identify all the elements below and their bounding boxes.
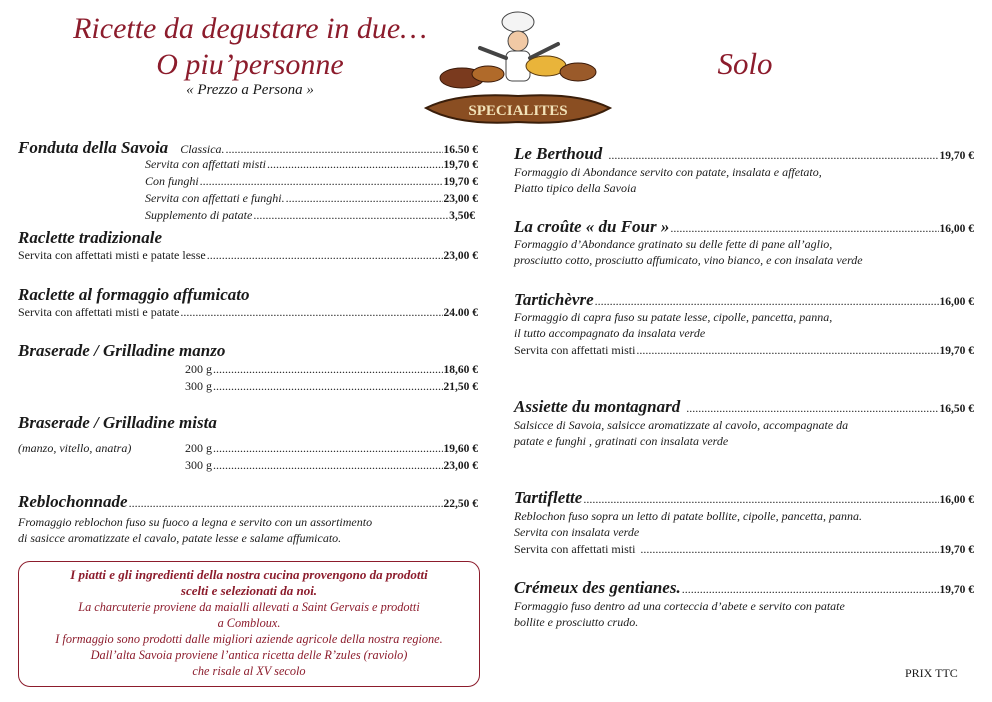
berthoud-desc-2: Piatto tipico della Savoia bbox=[514, 181, 637, 195]
berthoud-desc-1: Formaggio di Abondance servito con patate, insalata e affetato, bbox=[514, 165, 822, 179]
cremeux-line: Crémeux des gentianes. ..... 19,70 € bbox=[514, 578, 974, 598]
braserade-mista-note: (manzo, vitello, anatra) bbox=[18, 441, 132, 455]
title-line-2: O piu’personne bbox=[156, 48, 344, 81]
raclette-trad-line: Servita con affettati misti e patate lesse ..... 23,00 € bbox=[18, 248, 478, 263]
berthoud-title: Le Berthoud bbox=[514, 144, 603, 163]
fonduta-option-4: Supplemento di patate ..... 3,50€ bbox=[145, 208, 475, 223]
note-line-6: Dall’alta Savoia proviene l’antica ricetta delle R’zules (raviolo) bbox=[90, 648, 408, 662]
prix-ttc-label: PRIX TTC bbox=[905, 666, 958, 680]
braserade-mista-300: 300 g ..... 23,00 € bbox=[185, 458, 478, 473]
solo-heading: Solo bbox=[717, 46, 773, 81]
tartiflette-title: Tartiflette bbox=[514, 488, 583, 507]
braserade-manzo-title: Braserade / Grilladine manzo bbox=[18, 341, 226, 360]
tartiflette-extra: Servita con affettati misti ..... 19,70 € bbox=[514, 542, 974, 557]
reblochonnade-desc-2: di sasicce aromatizzate el cavalo, patate lesse e salame affumicato. bbox=[18, 531, 342, 545]
croute-desc-1: Formaggio d’Abondance gratinato su delle fette di pane all’aglio, bbox=[514, 237, 833, 251]
tartiflette-line: Tartiflette ..... 16,00 € bbox=[514, 488, 974, 508]
tartichevre-line: Tartichèvre ..... 16,00 € bbox=[514, 290, 974, 310]
tartichevre-desc-1: Formaggio di capra fuso su patate lesse, cipolle, pancetta, panna, bbox=[514, 310, 833, 324]
cremeux-title: Crémeux des gentianes. bbox=[514, 578, 681, 597]
assiette-title: Assiette du montagnard bbox=[514, 397, 681, 416]
subtitle: « Prezzo a Persona » bbox=[186, 82, 314, 98]
reblochonnade-line: Reblochonnade ..... 22,50 € bbox=[18, 492, 478, 512]
note-line-5: I formaggio sono prodotti dalle migliori aziende agricole della nostra regione. bbox=[55, 632, 443, 646]
tartichevre-extra: Servita con affettati misti ..... 19,70 € bbox=[514, 343, 974, 358]
croute-title: La croûte « du Four » bbox=[514, 217, 670, 236]
reblochonnade-desc-1: Fromaggio reblochon fuso su fuoco a legna e servito con un assortimento bbox=[18, 515, 373, 529]
fonduta-variant: Classica. bbox=[180, 142, 225, 156]
assiette-desc-2: patate e funghi , gratinati con insalata verde bbox=[514, 434, 729, 448]
croute-desc-2: prosciutto cotto, prosciutto affumicato, vino bianco, e con insalata verde bbox=[514, 253, 863, 267]
assiette-line: Assiette du montagnard ..... 16,50 € bbox=[514, 397, 974, 417]
tartiflette-desc-1: Reblochon fuso sopra un letto di patate bollite, cipolle, pancetta, panna. bbox=[514, 509, 862, 523]
tartichevre-title: Tartichèvre bbox=[514, 290, 594, 309]
sourcing-note-box bbox=[18, 561, 480, 687]
raclette-aff-line: Servita con affettati misti e patate ..... 24.00 € bbox=[18, 305, 478, 320]
note-line-4: a Combloux. bbox=[217, 616, 281, 630]
raclette-trad-title: Raclette tradizionale bbox=[18, 228, 163, 247]
braserade-mista-title: Braserade / Grilladine mista bbox=[18, 413, 217, 432]
cremeux-desc-1: Formaggio fuso dentro ad una corteccia d’abete e servito con patate bbox=[514, 599, 845, 613]
berthoud-line: Le Berthoud ..... 19,70 € bbox=[514, 144, 974, 164]
braserade-manzo-200: 200 g ..... 18,60 € bbox=[185, 362, 478, 377]
chef-specialites-logo bbox=[418, 8, 618, 132]
reblochonnade-title: Reblochonnade bbox=[18, 492, 128, 511]
fonduta-price: 16.50 € bbox=[443, 144, 478, 156]
fonduta-title: Fonduta della Savoia bbox=[18, 138, 169, 157]
fonduta-line bbox=[18, 138, 478, 158]
note-line-7: che risale al XV secolo bbox=[192, 664, 306, 678]
cremeux-desc-2: bollite e prosciutto crudo. bbox=[514, 615, 639, 629]
raclette-aff-title: Raclette al formaggio affumicato bbox=[18, 285, 250, 304]
fonduta-option-1: Servita con affettati misti ..... 19,70 € bbox=[145, 157, 478, 172]
fonduta-option-3: Servita con affettati e funghi. ..... 23,00 € bbox=[145, 191, 478, 206]
title-line-1: Ricette da degustare in due… bbox=[73, 12, 427, 45]
assiette-desc-1: Salsicce di Savoia, salsicce aromatizzate al cavolo, accompagnate da bbox=[514, 418, 849, 432]
croute-line: La croûte « du Four » ..... 16,00 € bbox=[514, 217, 974, 237]
note-line-3: La charcuterie proviene da maialli allevati a Saint Gervais e prodotti bbox=[78, 600, 420, 614]
note-line-2: scelti e selezionati da noi. bbox=[180, 583, 318, 598]
braserade-manzo-300: 300 g ..... 21,50 € bbox=[185, 379, 478, 394]
braserade-mista-200: 200 g ..... 19,60 € bbox=[185, 441, 478, 456]
tartichevre-desc-2: il tutto accompagnato da insalata verde bbox=[514, 326, 706, 340]
fonduta-option-2: Con funghi ..... 19,70 € bbox=[145, 174, 478, 189]
tartiflette-desc-2: Servita con insalata verde bbox=[514, 525, 640, 539]
logo-banner-text: SPECIALITES bbox=[468, 103, 568, 119]
note-line-1: I piatti e gli ingredienti della nostra cucina provengono da prodotti bbox=[70, 567, 428, 582]
